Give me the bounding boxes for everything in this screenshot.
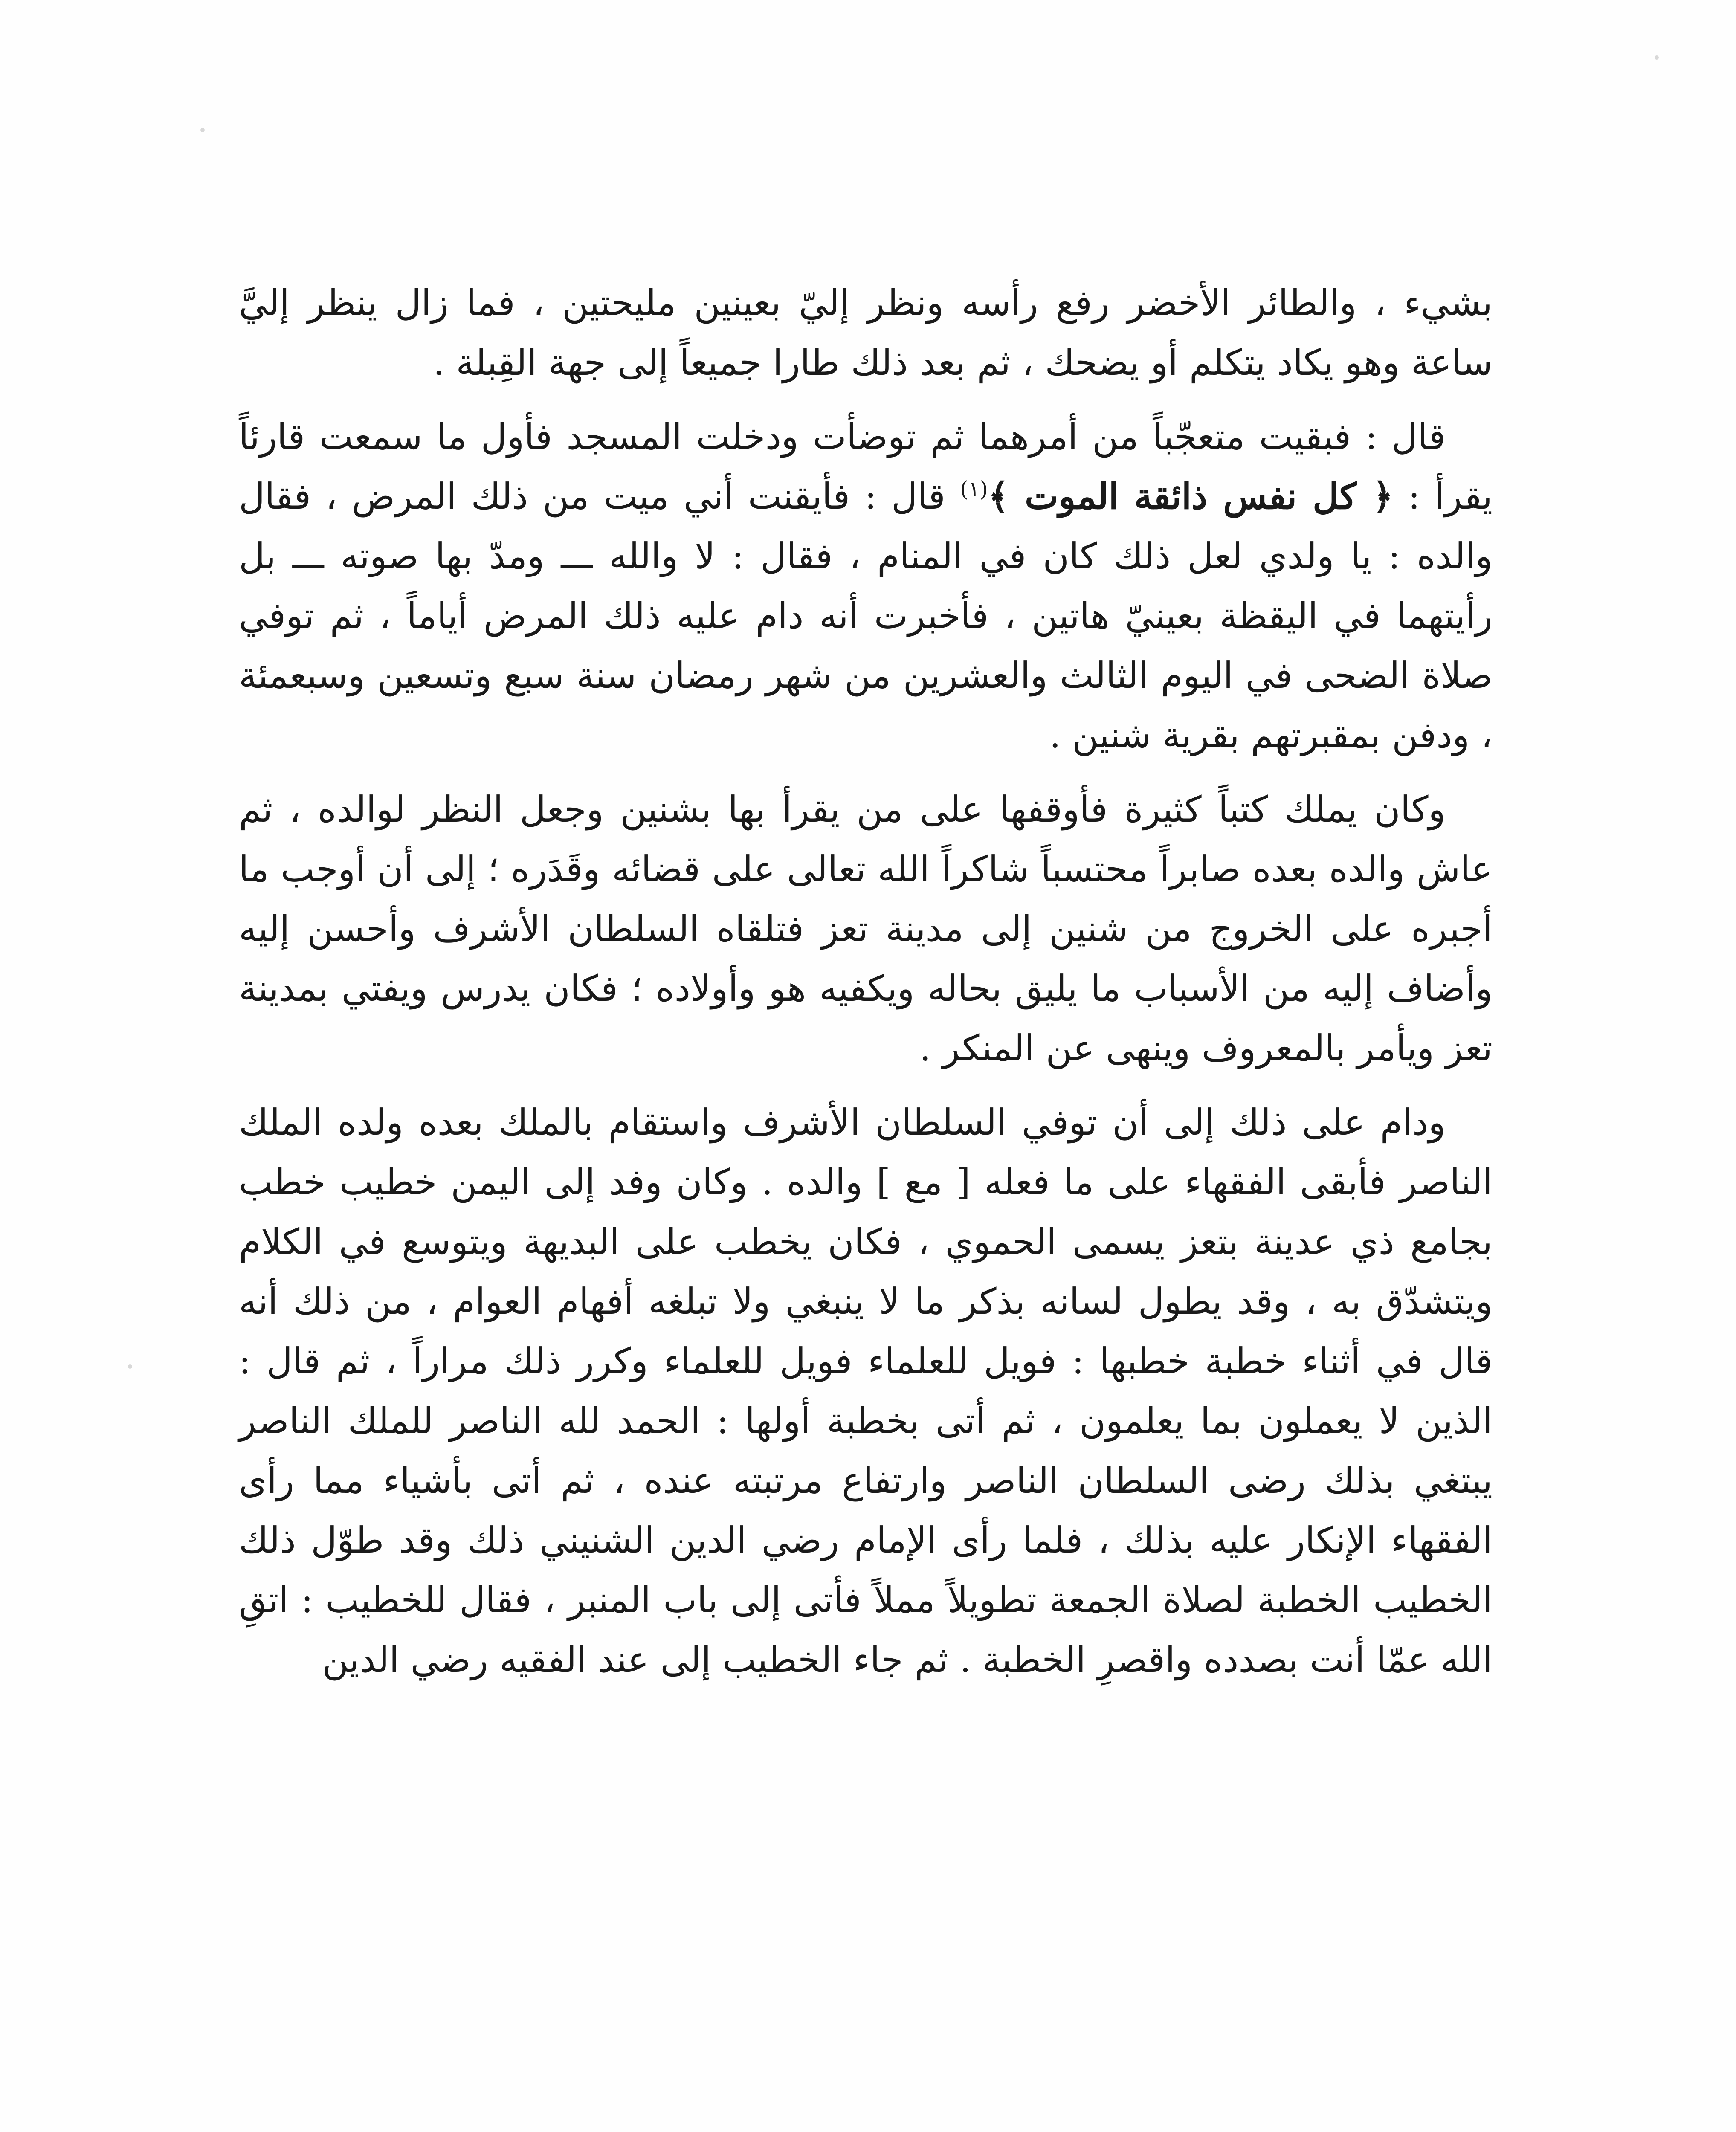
- paragraph-text: قال : فأيقنت أني ميت من ذلك المرض ، فقال والده : يا ولدي لعل ذلك كان في المنام ، فقال : لا والله ـــ ومدّ بها صوته ـــ بل رأيتهما في اليقظة بعينيّ هاتين ، فأخبرت أنه دام عليه ذلك المرض أياماً ، ثم توفي صلاة الضحى في اليوم الثالث والعشرين من شهر رمضان سنة سبع وتسعين وسبعمئة ، ودفن بمقبرتهم بقرية شنين .: [239, 475, 1493, 756]
- scan-speck: [1655, 55, 1659, 60]
- paragraph-text: قال : فبقيت متعجّباً من أمرهما ثم توضأت ودخلت المسجد فأول ما سمعت قارئاً يقرأ :: [239, 416, 1493, 517]
- paragraph-4: [239, 1092, 1493, 1689]
- paragraph-1: [239, 273, 1493, 392]
- footnote-reference[interactable]: (١): [960, 477, 988, 501]
- paragraph-text: ودام على ذلك إلى أن توفي السلطان الأشرف واستقام بالملك بعده ولده الملك الناصر فأبقى الفقهاء على ما فعله [ مع ] والده . وكان وفد إلى اليمن خطيب خطب بجامع ذي عدينة بتعز يسمى الحموي ، فكان يخطب على البديهة ويتوسع في الكلام ويتشدّق به ، وقد يطول لسانه بذكر ما لا ينبغي ولا تبلغه أفهام العوام ، من ذلك أنه قال في أثناء خطبة خطبها : فويل للعلماء فويل للعلماء وكرر ذلك مراراً ، ثم قال : الذين لا يعملون بما يعلمون ، ثم أتى بخطبة أولها : الحمد لله الناصر للملك الناصر يبتغي بذلك رضى السلطان الناصر وارتفاع مرتبته عنده ، ثم أتى بأشياء مما رأى الفقهاء الإنكار عليه بذلك ، فلما رأى الإمام رضي الدين الشنيني ذلك وقد طوّل ذلك الخطيب الخطبة لصلاة الجمعة تطويلاً مملاً فأتى إلى باب المنبر ، فقال للخطيب : اتقِ الله عمّا أنت بصدده واقصرِ الخطبة . ثم جاء الخطيب إلى عند الفقيه رضي الدين: [239, 1101, 1493, 1680]
- scan-speck: [128, 1364, 132, 1369]
- scan-speck: [200, 128, 205, 132]
- paragraph-3: [239, 779, 1493, 1078]
- paragraph-text: بشيء ، والطائر الأخضر رفع رأسه ونظر إليّ بعينين مليحتين ، فما زال ينظر إليَّ ساعة وهو يكاد يتكلم أو يضحك ، ثم بعد ذلك طارا جميعاً إلى جهة القِبلة .: [239, 282, 1493, 383]
- quran-verse: ﴿ كل نفس ذائقة الموت ﴾: [988, 475, 1394, 517]
- paragraph-2: [239, 407, 1493, 765]
- paragraph-text: وكان يملك كتباً كثيرة فأوقفها على من يقرأ بها بشنين وجعل النظر لوالده ، ثم عاش والده بعده صابراً محتسباً شاكراً الله تعالى على قضائه وقَدَره ؛ إلى أن أوجب ما أجبره على الخروج من شنين إلى مدينة تعز فتلقاه السلطان الأشرف وأحسن إليه وأضاف إليه من الأسباب ما يليق بحاله ويكفيه هو وأولاده ؛ فكان يدرس ويفتي بمدينة تعز ويأمر بالمعروف وينهى عن المنكر .: [239, 788, 1493, 1069]
- main-text: [239, 273, 1493, 1704]
